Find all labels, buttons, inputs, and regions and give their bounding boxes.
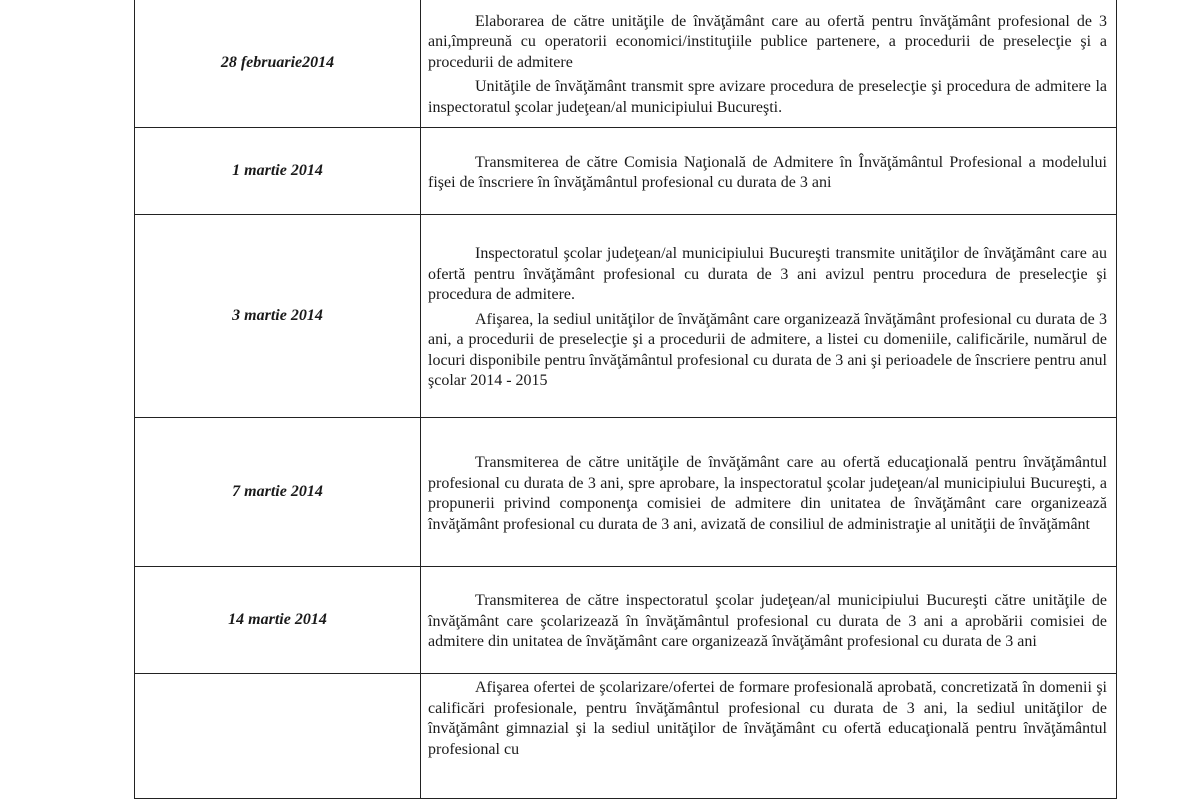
description-cell [421,215,1117,418]
date-cell: 1 martie 2014 [135,128,421,215]
description-paragraph: Transmiterea de către Comisia Naţională de Admitere în Învăţământul Profesional a modelului fişei de înscriere în învăţământul profesional cu durata de 3 ani [428,153,1107,191]
description-cell [421,567,1117,674]
description-paragraph: Unităţile de învăţământ transmit spre avizare procedura de preselecţie şi procedura de admitere la inspectoratul şcolar judeţean/al municipiului Bucureşti. [428,78,1107,116]
description-paragraph: Transmiterea de către unităţile de învăţământ care au ofertă educaţională pentru învăţământul profesional cu durata de 3 ani, spre aprobare, la inspectoratul şcolar judeţean/al municipiului Bucureşti, a propunerii privind componenţa comisiei de admitere din unitatea de învăţământ care organizează învăţământ profesional cu durata de 3 ani, avizată de consiliul de administraţie al unităţii de învăţământ [428,454,1107,533]
date-cell: 3 martie 2014 [135,215,421,418]
table-row [135,0,1117,128]
table-row [135,128,1117,215]
description-paragraph: Afişarea ofertei de şcolarizare/ofertei de formare profesională aprobată, concretizată în domenii şi calificări profesionale, pentru învăţământul profesional cu durata de 3 ani, la sediul unităţilor de învăţământ gimnazial şi la sediul unităţilor de învăţământ cu ofertă educaţională pentru învăţământul profesional cu [428,679,1107,758]
description-paragraph: Afişarea, la sediul unităţilor de învăţământ care organizează învăţământ profesional cu durata de 3 ani, a procedurii de preselecţie şi a procedurii de admitere, a listei cu domeniile, calificările, numărul de locuri disponibile pentru învăţământul profesional cu durata de 3 ani şi perioadele de înscriere pentru anul şcolar 2014 - 2015 [428,310,1107,390]
description-paragraph: Inspectoratul şcolar judeţean/al municipiului Bucureşti transmite unităţilor de învăţământ care au ofertă pentru învăţământ profesional cu durata de 3 ani avizul pentru procedura de preselecţie şi procedura de admitere. [428,245,1107,304]
date-cell: 28 februarie2014 [135,0,421,128]
description-cell [421,0,1117,128]
table-row [135,674,1117,799]
description-paragraph: Elaborarea de către unităţile de învăţământ care au ofertă pentru învăţământ profesional de 3 ani,împreună cu operatorii economici/instituţiile publice partenere, a procedurii de preselecţie şi a procedurii de admitere [428,12,1107,71]
date-cell: 14 martie 2014 [135,567,421,674]
table-row [135,567,1117,674]
description-cell [421,418,1117,567]
description-cell [421,674,1117,799]
description-paragraph: Transmiterea de către inspectoratul şcolar judeţean/al municipiului Bucureşti către unităţile de învăţământ care şcolarizează în învăţământul profesional cu durata de 3 ani a aprobării comisiei de admitere din unitatea de învăţământ care organizează învăţământ profesional cu durata de 3 ani [428,592,1107,651]
admission-calendar-table [134,0,1117,799]
date-cell: 7 martie 2014 [135,418,421,567]
date-cell [135,674,421,799]
table-row [135,215,1117,418]
table-row [135,418,1117,567]
description-cell [421,128,1117,215]
